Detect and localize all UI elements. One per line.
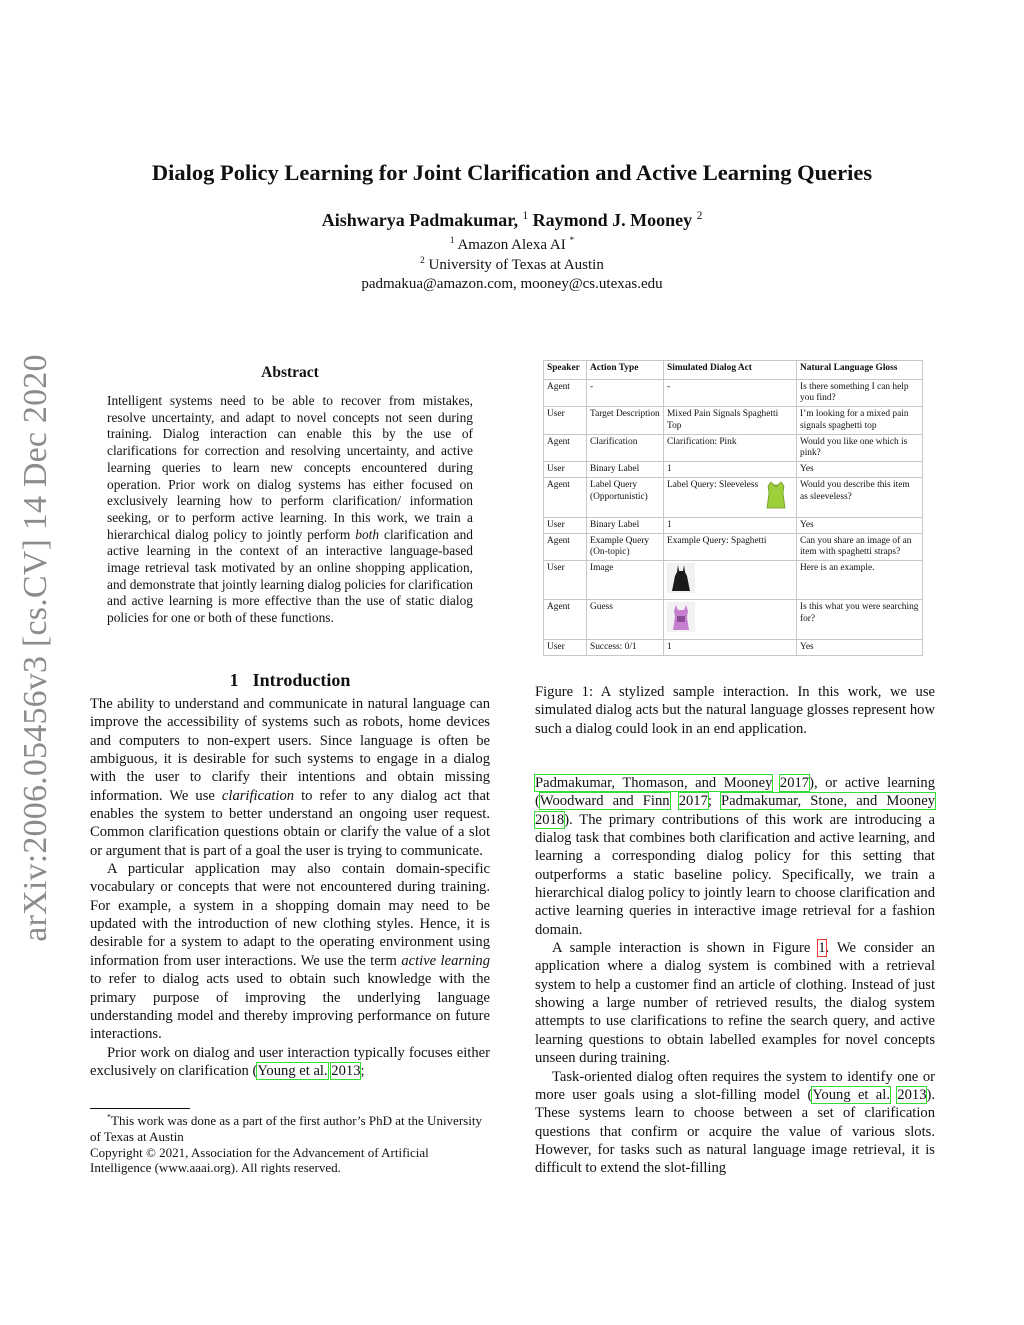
intro-paragraph-2 bbox=[90, 860, 490, 1043]
cell-gloss: Can you share an image of an item with spaghetti straps? bbox=[797, 533, 923, 560]
cell-action: - bbox=[587, 380, 664, 407]
cell-gloss: Yes bbox=[797, 517, 923, 533]
cell-action: Success: 0/1 bbox=[587, 639, 664, 655]
text: to refer to dialog acts used to obtain such knowledge with the primary purpose of improving the underlying language understanding model and thereby improving performance on future interactions. bbox=[90, 971, 490, 1043]
text: A particular application may also contain domain-specific vocabulary or concepts that were not encountered during training. For example, a system in a shopping domain may need to be updated with the introduction of new clothing styles. Hence, it is desirable for a system to adapt to the operating environment using information from user interactions. We use the term bbox=[90, 861, 490, 969]
figure-1-table bbox=[543, 360, 923, 656]
cell-speaker: Agent bbox=[544, 434, 587, 461]
abstract-emphasis: both bbox=[355, 526, 380, 542]
footnote-text: This work was done as a part of the first author’s PhD at the University of Texas at Austin bbox=[90, 1113, 482, 1144]
footnotes bbox=[90, 1113, 490, 1176]
affiliation-1 bbox=[0, 237, 1024, 254]
text: ). The primary contributions of this work are introducing a dialog task that combines both clarification and active learning, and learning a corresponding dialog policy for this setting that outperforms a static baseline policy. Specifically, we train a hierarchical dialog policy to jointly learn to choose clarification and active learning queries in interactive image retrieval for a fashion domain. bbox=[535, 811, 935, 938]
section-heading-introduction bbox=[90, 670, 490, 691]
cell-gloss: Would you like one which is pink? bbox=[797, 434, 923, 461]
left-column-body bbox=[90, 695, 490, 1080]
affiliation-2 bbox=[0, 257, 1024, 274]
table-row bbox=[544, 561, 923, 600]
cell-gloss: Is there something I can help you find? bbox=[797, 380, 923, 407]
author-1-affil-mark: 1 bbox=[522, 210, 529, 222]
right-paragraph-2 bbox=[535, 939, 935, 1067]
section-number: 1 bbox=[229, 670, 239, 690]
table-header-row bbox=[544, 361, 923, 380]
cell-act-text: Label Query: Sleeveless bbox=[667, 480, 759, 491]
cell-action: Guess bbox=[587, 600, 664, 639]
cell-act: 1 bbox=[664, 462, 797, 478]
cell-act: 1 bbox=[664, 639, 797, 655]
cell-action: Example Query (On-topic) bbox=[587, 533, 664, 560]
text: to refer to any dialog act that enables the system to better understand an ongoing user request. Common clarification questions obtain or clarify the value of a slot or argument that is part of a goal the user is trying to communicate. bbox=[90, 787, 490, 859]
affil-1-mark: 1 bbox=[449, 236, 455, 246]
table-row bbox=[544, 478, 923, 517]
affil-1-name: Amazon Alexa AI bbox=[457, 237, 566, 253]
citation-link[interactable]: Young et al. bbox=[257, 1062, 328, 1079]
text: ; bbox=[707, 793, 712, 810]
cell-action: Binary Label bbox=[587, 517, 664, 533]
table-row bbox=[544, 462, 923, 478]
cell-speaker: Agent bbox=[544, 533, 587, 560]
affil-1-footnote-mark: * bbox=[569, 236, 575, 246]
citation-link[interactable]: Woodward and Finn bbox=[539, 793, 670, 810]
author-2-affil-mark: 2 bbox=[696, 210, 703, 222]
cell-gloss: Yes bbox=[797, 462, 923, 478]
cell-gloss: Yes bbox=[797, 639, 923, 655]
section-title: Introduction bbox=[252, 670, 351, 690]
arxiv-stamp: arXiv:2006.05456v3 [cs.CV] 14 Dec 2020 bbox=[17, 354, 54, 942]
cell-action: Image bbox=[587, 561, 664, 600]
citation-year-link[interactable]: 2018 bbox=[535, 811, 565, 828]
cell-act bbox=[664, 478, 797, 517]
author-emails: padmakua@amazon.com, mooney@cs.utexas.edu bbox=[361, 276, 663, 292]
author-2: Raymond J. Mooney bbox=[532, 210, 693, 230]
cell-speaker: User bbox=[544, 462, 587, 478]
cell-speaker: Agent bbox=[544, 380, 587, 407]
footnote-1 bbox=[90, 1113, 490, 1145]
cell-gloss: Here is an example. bbox=[797, 561, 923, 600]
cell-act: Clarification: Pink bbox=[664, 434, 797, 461]
table-row bbox=[544, 434, 923, 461]
table-row bbox=[544, 517, 923, 533]
footnote-divider bbox=[90, 1108, 190, 1109]
cell-act bbox=[664, 561, 797, 600]
text: ), or active learning ( bbox=[535, 775, 936, 810]
header-gloss: Natural Language Gloss bbox=[797, 361, 923, 380]
cell-act: 1 bbox=[664, 517, 797, 533]
citation-year-link[interactable]: 2017 bbox=[678, 793, 708, 810]
citation-year-link[interactable]: 2013 bbox=[897, 1086, 927, 1103]
intro-paragraph-1 bbox=[90, 695, 490, 860]
author-line bbox=[0, 210, 1024, 231]
cell-action: Clarification bbox=[587, 434, 664, 461]
text: . We consider an application where a dialog system is combined with a retrieval system to help a customer find an article of clothing. Instead of just showing a large number of retrieved results, the dialog system attempts to use clarifications to refine the search query, and active learning questions to obtain labelled examples for novel concepts unseen during training. bbox=[535, 940, 935, 1067]
cell-action: Label Query (Opportunistic) bbox=[587, 478, 664, 517]
cell-speaker: User bbox=[544, 407, 587, 434]
cell-speaker: Agent bbox=[544, 478, 587, 517]
cell-action: Binary Label bbox=[587, 462, 664, 478]
citation-link[interactable]: Padmakumar, Thomason, and Mooney bbox=[535, 775, 773, 791]
header-dialog-act: Simulated Dialog Act bbox=[664, 361, 797, 380]
sleeveless-top-image-icon bbox=[764, 480, 788, 514]
cell-act bbox=[664, 600, 797, 639]
abstract-text-2: clarification and active learning in the context of an interactive language-based image retrieval task motivated by an online shopping application, and demonstrate that jointly learning dialog policies for clarification and active learning is more effective than the use of static dialog policies for one or both of these functions. bbox=[107, 526, 473, 626]
table-row bbox=[544, 533, 923, 560]
affil-2-mark: 2 bbox=[420, 256, 425, 266]
table-row bbox=[544, 639, 923, 655]
cell-action: Target Description bbox=[587, 407, 664, 434]
emphasis: active learning bbox=[401, 952, 490, 969]
right-column-body bbox=[535, 774, 935, 1178]
citation-link[interactable]: Young et al. bbox=[812, 1086, 890, 1103]
cell-speaker: User bbox=[544, 561, 587, 600]
affil-2-name: University of Texas at Austin bbox=[428, 257, 604, 273]
header-speaker: Speaker bbox=[544, 361, 587, 380]
cell-act: - bbox=[664, 380, 797, 407]
cell-speaker: User bbox=[544, 639, 587, 655]
copyright-notice: Copyright © 2021, Association for the Advancement of Artificial Intelligence (www.aaai.org). All rights reserved. bbox=[90, 1144, 429, 1176]
abstract-body bbox=[107, 393, 473, 627]
table-row bbox=[544, 380, 923, 407]
emphasis: clarification bbox=[221, 787, 295, 804]
figure-1-caption: Figure 1: A stylized sample interaction. In this work, we use simulated dialog acts but the natural language glosses represent how such a dialog could look in an end application. bbox=[535, 684, 935, 737]
right-paragraph-1 bbox=[535, 774, 935, 939]
footnote-mark: * bbox=[107, 1112, 112, 1122]
table-row bbox=[544, 600, 923, 639]
abstract-text-1: Intelligent systems need to be able to recover from mistakes, resolve uncertainty, and adapt to novel concepts not seen during training. Dialog interaction can enable this by the use of clarifications for correction and resolving uncertainty, and active learning queries to learn new concepts encountered during operation. Prior work on dialog systems has either focused on exclusively learning how to perform clarification/ information seeking, or to perform active learning. In this work, we train a hierarchical dialog policy to jointly perform bbox=[107, 393, 473, 542]
header-action-type: Action Type bbox=[587, 361, 664, 380]
text: The ability to understand and communicate in natural language can improve the accessibility of systems such as robots, home devices and computers to non-expert users. Since language is often be ambiguous, it is desirable for such systems to engage in a dialog with the user to clarify their intentions and obtain missing information. We use bbox=[90, 696, 490, 804]
cell-gloss: Is this what you were searching for? bbox=[797, 600, 923, 639]
citation-year-link[interactable]: 2017 bbox=[779, 775, 810, 791]
cell-act: Example Query: Spaghetti bbox=[664, 533, 797, 560]
figure-reference-link[interactable]: 1 bbox=[818, 940, 826, 957]
cell-act: Mixed Pain Signals Spaghetti Top bbox=[664, 407, 797, 434]
text: Task-oriented dialog often requires the system to identify one or more user goals using a slot-filling model ( bbox=[535, 1068, 935, 1103]
cell-speaker: Agent bbox=[544, 600, 587, 639]
pink-top-image-icon bbox=[667, 602, 695, 636]
citation-link[interactable]: Padmakumar, Stone, and Mooney bbox=[721, 793, 936, 810]
author-1: Aishwarya Padmakumar, bbox=[321, 210, 519, 230]
intro-paragraph-3 bbox=[90, 1044, 490, 1081]
cell-speaker: User bbox=[544, 517, 587, 533]
cell-gloss: Would you describe this item as sleeveless? bbox=[797, 478, 923, 517]
table-row bbox=[544, 407, 923, 434]
abstract-heading: Abstract bbox=[261, 364, 319, 381]
right-paragraph-3 bbox=[535, 1068, 935, 1178]
text: ). These systems learn to choose between a set of clarification questions that confirm or acquire the value of various slots. However, for tasks such as natural language image retrieval, it is difficult to extend the slot-filling bbox=[535, 1086, 935, 1177]
cell-gloss: I’m looking for a mixed pain signals spaghetti top bbox=[797, 407, 923, 434]
paper-title: Dialog Policy Learning for Joint Clarification and Active Learning Queries bbox=[151, 160, 873, 185]
text: Prior work on dialog and user interaction typically focuses either exclusively on clarification ( bbox=[90, 1044, 490, 1079]
citation-year-link[interactable]: 2013 bbox=[331, 1062, 361, 1079]
black-dress-image-icon bbox=[667, 563, 695, 597]
text: ; bbox=[360, 1062, 365, 1079]
text: A sample interaction is shown in Figure bbox=[552, 940, 811, 957]
